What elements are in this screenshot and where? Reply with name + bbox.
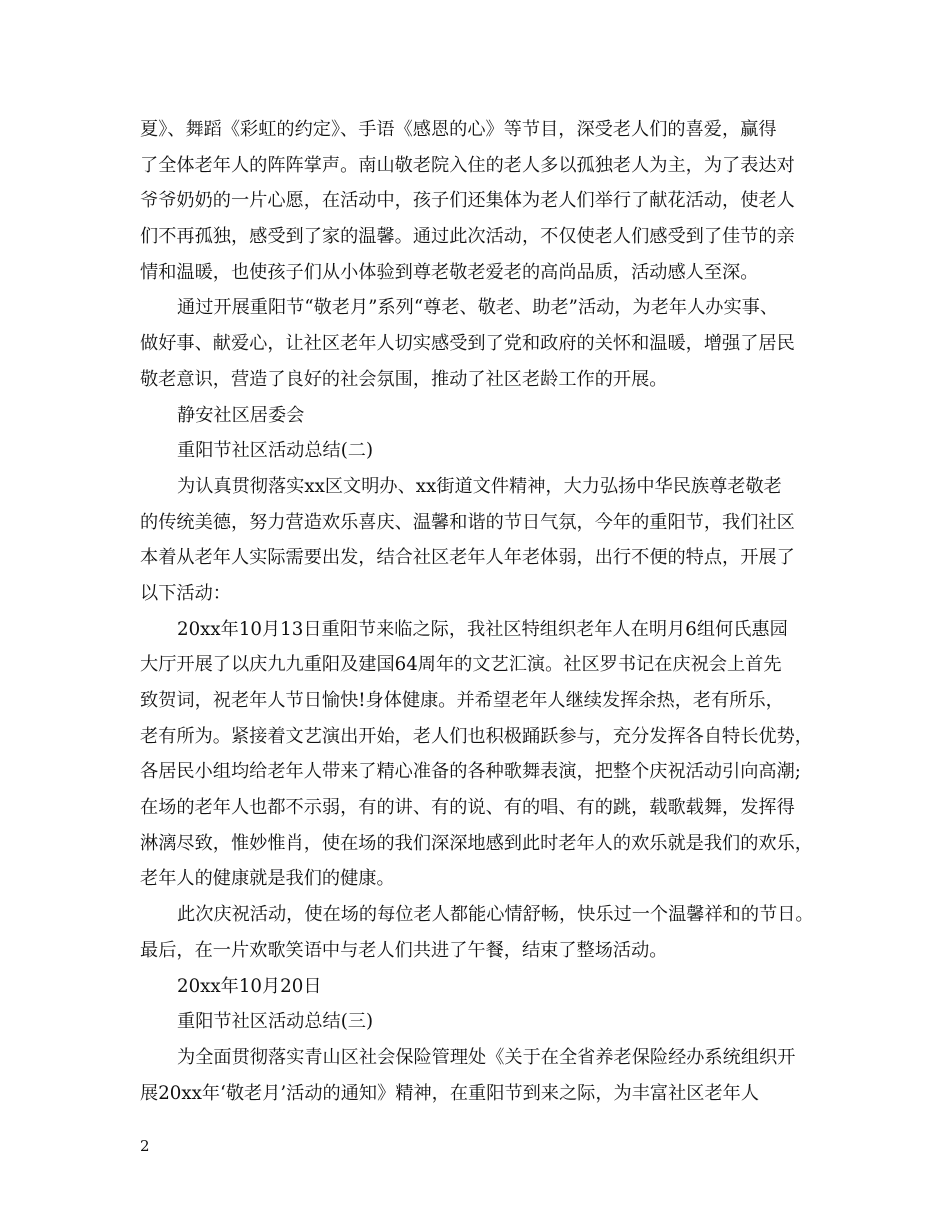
page-number: 2: [140, 1137, 150, 1155]
text-line: 老年人的健康就是我们的健康。: [140, 868, 395, 890]
text-line: 最后，在一片欢歌笑语中与老人们共进了午餐，结束了整场活动。: [140, 939, 668, 961]
text-line: 情和温暖，也使孩子们从小体验到尊老敬老爱老的高尚品质，活动感人至深。: [140, 261, 759, 283]
text-line: 20xx年10月13日重阳节来临之际，我社区特组织老年人在明月6组何氏惠园: [177, 618, 788, 640]
text-line: 本着从老年人实际需要出发，结合社区老年人年老体弱，出行不便的特点，开展了: [140, 547, 795, 569]
text-line: 通过开展重阳节“敬老月”系列“尊老、敬老、助老”活动，为老年人办实事、: [177, 297, 779, 319]
text-line: 此次庆祝活动，使在场的每位老人都能心情舒畅，快乐过一个温馨祥和的节日。: [177, 904, 814, 926]
text-line: 爷爷奶奶的一片心愿，在活动中，孩子们还集体为老人们举行了献花活动，使老人: [140, 190, 795, 212]
text-line: 在场的老年人也都不示弱，有的讲、有的说、有的唱、有的跳，载歌载舞，发挥得: [140, 797, 795, 819]
text-line: 20xx年10月20日: [177, 975, 322, 997]
text-line: 重阳节社区活动总结(三): [177, 1011, 374, 1033]
text-line: 夏》、舞蹈《彩虹的约定》、手语《感恩的心》等节目，深受老人们的喜爱，赢得: [140, 119, 777, 140]
text-line: 以下活动：: [140, 582, 231, 604]
text-line: 为全面贯彻落实青山区社会保险管理处《关于在全省养老保险经办系统组织开: [177, 1046, 796, 1068]
text-line: 老有所为。紧接着文艺演出开始，老人们也积极踊跃参与，充分发挥各自特长优势，: [140, 725, 813, 747]
text-line: 展20xx年‘敬老月’活动的通知》精神，在重阳节到来之际，为丰富社区老年人: [140, 1082, 760, 1104]
text-line: 淋漓尽致，惟妙惟肖，使在场的我们深深地感到此时老年人的欢乐就是我们的欢乐，: [140, 832, 813, 854]
text-line: 的传统美德，努力营造欢乐喜庆、温馨和谐的节日气氛，今年的重阳节，我们社区: [140, 511, 795, 533]
text-line: 做好事、献爱心，让社区老年人切实感受到了党和政府的关怀和温暖，增强了居民: [140, 333, 795, 355]
text-line: 们不再孤独，感受到了家的温馨。通过此次活动，不仅使老人们感受到了佳节的亲: [140, 226, 795, 248]
text-line: 重阳节社区活动总结(二): [177, 440, 374, 462]
text-line: 静安社区居委会: [177, 404, 305, 426]
text-line: 大厅开展了以庆九九重阳及建国64周年的文艺汇演。社区罗书记在庆祝会上首先: [140, 654, 782, 676]
document-body: [140, 112, 830, 1111]
text-line: 各居民小组均给老年人带来了精心准备的各种歌舞表演，把整个庆祝活动引向高潮;: [140, 761, 801, 783]
text-line: 了全体老年人的阵阵掌声。南山敬老院入住的老人多以孤独老人为主，为了表达对: [140, 154, 795, 176]
text-line: 敬老意识，营造了良好的社会氛围，推动了社区老龄工作的开展。: [140, 368, 668, 390]
text-line: 为认真贯彻落实xx区文明办、xx街道文件精神，大力弘扬中华民族尊老敬老: [177, 475, 782, 497]
text-line: 致贺词，祝老年人节日愉快!身体健康。并希望老年人继续发挥余热，老有所乐，: [140, 690, 784, 711]
